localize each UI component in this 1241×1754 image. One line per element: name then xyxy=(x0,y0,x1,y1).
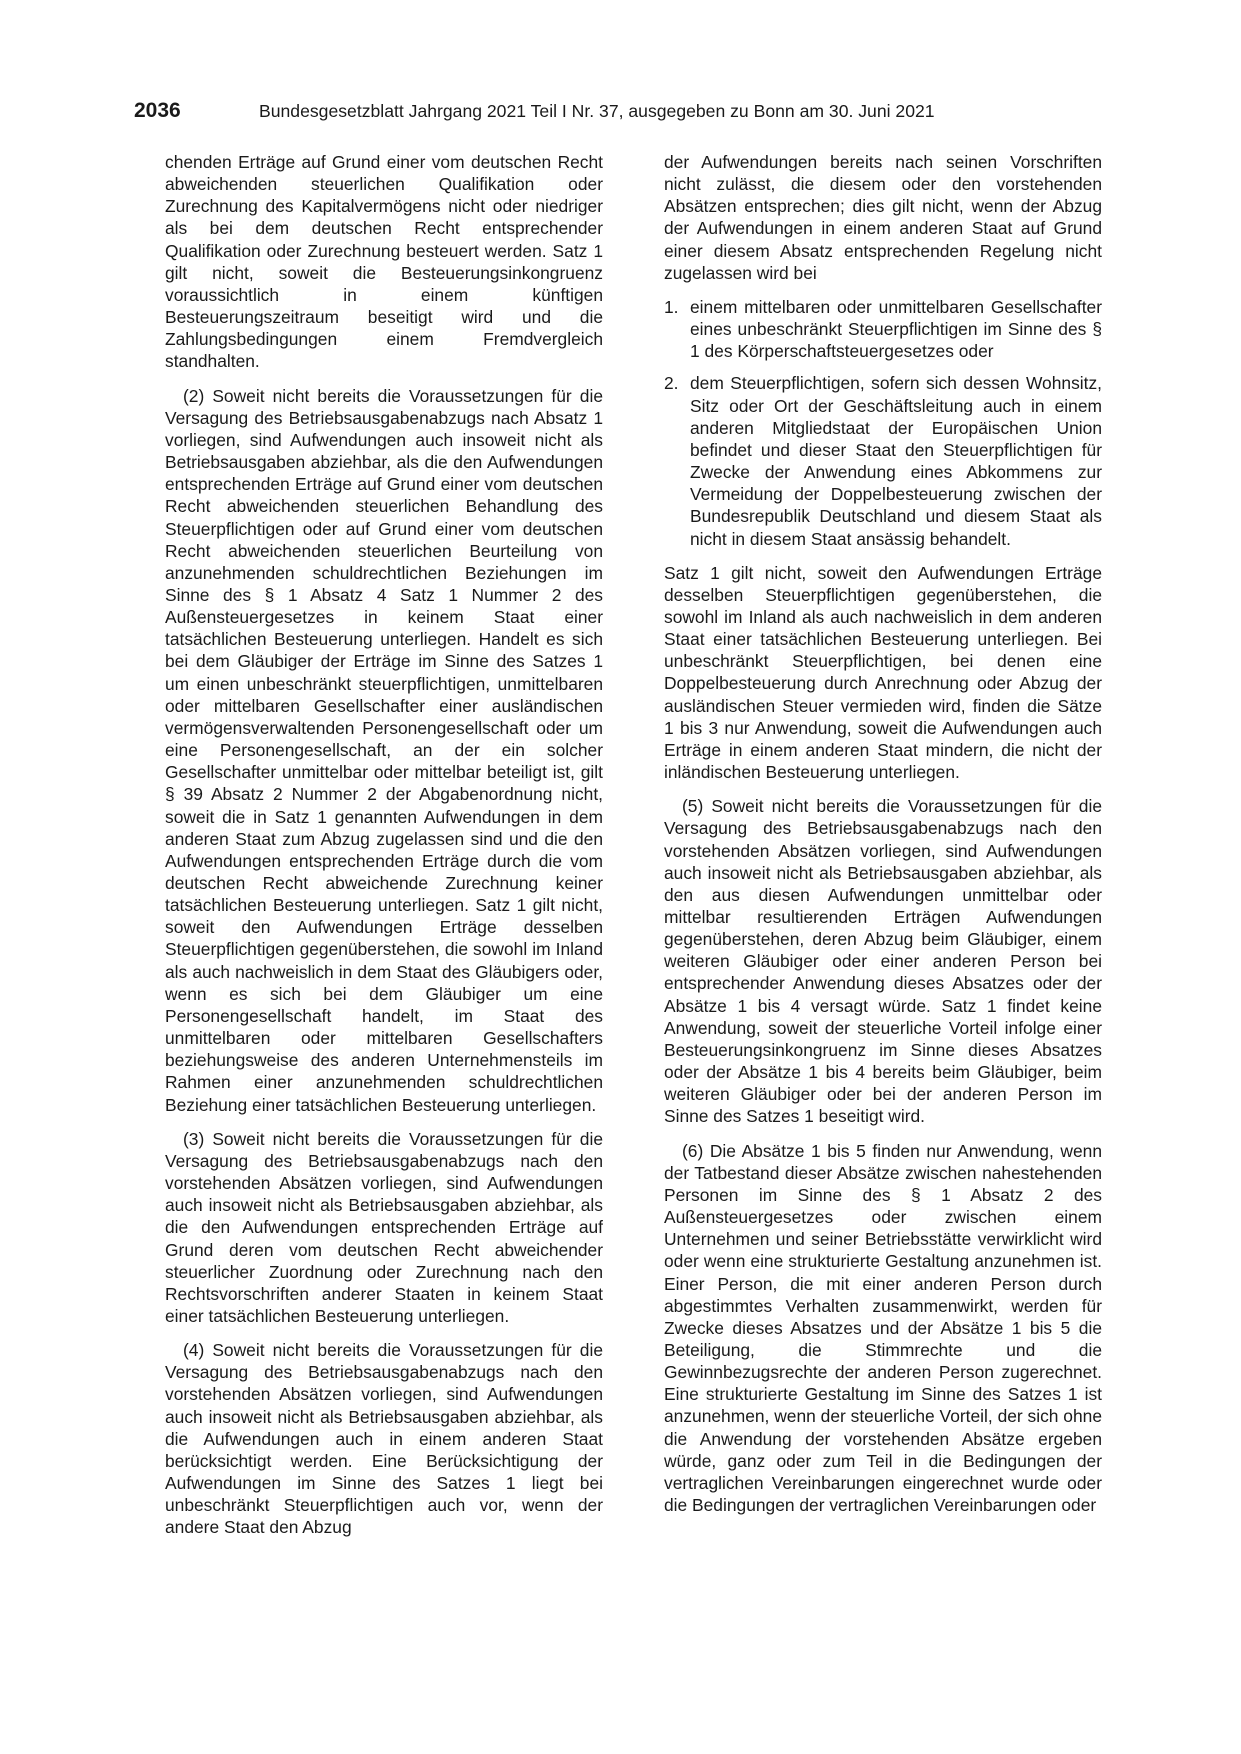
list-item-number: 2. xyxy=(664,373,679,394)
left-column xyxy=(165,151,603,1551)
paragraph-absatz-4-tail: Satz 1 gilt nicht, soweit den Aufwendungen Erträge desselben Steuerpflichtigen gegenüberstehen, die sowohl im Inland als auch nachweislich in dem anderen Staat einer tatsächlichen Besteuerung unterliegen. Bei unbeschränkt Steuerpflichtigen, bei denen eine Doppelbesteuerung durch Anrechnung oder Abzug der ausländischen Steuer vermieden wird, finden die Sätze 1 bis 3 nur Anwendung, soweit die Aufwendungen auch Erträge in einem anderen Staat mindern, die nicht der inländischen Besteuerung unterliegen. xyxy=(664,562,1102,783)
paragraph-continuation: chenden Erträge auf Grund einer vom deutschen Recht abweichenden steuerlichen Qualifikation oder Zurechnung des Kapitalvermögens nicht oder niedriger als bei dem deutschen Recht entsprechender Qualifikation oder Zurechnung besteuert werden. Satz 1 gilt nicht, soweit die Besteuerungsinkongruenz voraussichtlich in einem künftigen Besteuerungszeitraum beseitigt wird und die Zahlungsbedingungen einem Fremdvergleich standhalten. xyxy=(165,152,603,372)
paragraph-absatz-4-continued: der Aufwendungen bereits nach seinen Vorschriften nicht zulässt, die diesem oder den vorstehenden Absätzen entsprechen; dies gilt nicht, wenn der Abzug der Aufwendungen in einem anderen Staat auf Grund einer diesem Absatz entsprechenden Regelung nicht zugelassen wird bei xyxy=(664,152,1102,283)
list-item xyxy=(664,296,1102,362)
paragraph-absatz-6: (6) Die Absätze 1 bis 5 finden nur Anwendung, wenn der Tatbestand dieser Absätze zwischen nahestehenden Personen im Sinne des § 1 Absatz 2 des Außensteuergesetzes oder zwischen einem Unternehmen und seiner Betriebsstätte verwirklicht wird oder wenn eine strukturierte Gestaltung anzunehmen ist. Einer Person, die mit einer anderen Person durch abgestimmtes Verhalten zusammenwirkt, werden für Zwecke dieses Absatzes und der Absätze 1 bis 5 die Beteiligung, die Stimmrechte und die Gewinnbezugsrechte der anderen Person zugerechnet. Eine strukturierte Gestaltung im Sinne des Satzes 1 ist anzunehmen, wenn der steuerliche Vorteil, der sich ohne die Anwendung der vorstehenden Absätze ergeben würde, ganz oder zum Teil in die Bedingungen der vertraglichen Vereinbarungen eingerechnet wurde oder die Bedingungen der vertraglichen Vereinbarungen oder xyxy=(664,1140,1102,1516)
page-header xyxy=(134,99,1106,127)
paragraph-absatz-4: (4) Soweit nicht bereits die Voraussetzungen für die Versagung des Betriebsausgabenabzugs nach den vorstehenden Absätzen vorliegen, sind Aufwendungen auch insoweit nicht als Betriebsausgaben abziehbar, als die Aufwendungen auch in einem anderen Staat berücksichtigt werden. Eine Berücksichtigung der Aufwendungen im Sinne des Satzes 1 liegt bei unbeschränkt Steuerpflichtigen auch vor, wenn der andere Staat den Abzug xyxy=(165,1340,603,1538)
list-item-text: dem Steuerpflichtigen, sofern sich dessen Wohnsitz, Sitz oder Ort der Geschäftsleitung auch in einem anderen Mitgliedstaat der Europäischen Union befindet und dieser Staat den Steuerpflichtigen für Zwecke der Anwendung eines Abkommens zur Vermeidung der Doppelbesteuerung zwischen der Bundesrepublik Deutschland und diesem Staat als nicht in diesem Staat ansässig behandelt. xyxy=(690,373,1102,549)
page-number: 2036 xyxy=(134,99,181,122)
running-title: Bundesgesetzblatt Jahrgang 2021 Teil I Nr. 37, ausgegeben zu Bonn am 30. Juni 2021 xyxy=(259,101,935,121)
list-item-text: einem mittelbaren oder unmittelbaren Gesellschafter eines unbeschränkt Steuerpflichtigen im Sinne des § 1 des Körperschaftsteuergesetzes oder xyxy=(690,296,1102,362)
paragraph-absatz-2: (2) Soweit nicht bereits die Voraussetzungen für die Versagung des Betriebsausgabenabzugs nach Absatz 1 vorliegen, sind Aufwendungen auch insoweit nicht als Betriebsausgaben abziehbar, als die den Aufwendungen entsprechenden Erträge auf Grund einer vom deutschen Recht abweichenden steuerlichen Behandlung des Steuerpflichtigen oder auf Grund einer vom deutschen Recht abweichenden steuerlichen Beurteilung von anzunehmenden schuldrechtlichen Beziehungen im Sinne des § 1 Absatz 4 Satz 1 Nummer 2 des Außensteuergesetzes in keinem Staat einer tatsächlichen Besteuerung unterliegen. Handelt es sich bei dem Gläubiger der Erträge im Sinne des Satzes 1 um einen unbeschränkt steuerpflichtigen, unmittelbaren oder mittelbaren Gesellschafter einer ausländischen vermögensverwaltenden Personengesellschaft oder um eine Personengesellschaft, an der ein solcher Gesellschafter unmittelbar oder mittelbar beteiligt ist, gilt § 39 Absatz 2 Nummer 2 der Abgabenordnung nicht, soweit die in Satz 1 genannten Aufwendungen in dem anderen Staat zum Abzug zugelassen sind und die den Aufwendungen entsprechenden Erträge durch die vom deutschen Recht abweichende Zurechnung keiner tatsächlichen Besteuerung unterliegen. Satz 1 gilt nicht, soweit den Aufwendungen Erträge desselben Steuerpflichtigen gegenüberstehen, die sowohl im Inland als auch nachweislich in dem Staat des Gläubigers oder, wenn es sich bei dem Gläubiger um eine Personengesellschaft handelt, im Staat des unmittelbaren oder mittelbaren Gesellschafters beziehungsweise des anderen Unternehmensteils im Rahmen einer anzunehmenden schuldrechtlichen Beziehung einer tatsächlichen Besteuerung unterliegen. xyxy=(165,385,603,1115)
paragraph-absatz-3: (3) Soweit nicht bereits die Voraussetzungen für die Versagung des Betriebsausgabenabzugs nach den vorstehenden Absätzen vorliegen, sind Aufwendungen auch insoweit nicht als Betriebsausgaben abziehbar, als die den Aufwendungen entsprechenden Erträge auf Grund deren vom deutschen Recht abweichender steuerlicher Zuordnung oder Zurechnung nach den Rechtsvorschriften anderer Staaten in keinem Staat einer tatsächlichen Besteuerung unterliegen. xyxy=(165,1128,603,1326)
list-item xyxy=(664,372,1102,549)
numbered-list xyxy=(664,296,1102,550)
paragraph-absatz-5: (5) Soweit nicht bereits die Voraussetzungen für die Versagung des Betriebsausgabenabzugs nach den vorstehenden Absätzen vorliegen, sind Aufwendungen auch insoweit nicht als Betriebsausgaben abziehbar, als den aus diesen Aufwendungen unmittelbar oder mittelbar resultierenden Erträgen Aufwendungen gegenüberstehen, deren Abzug beim Gläubiger, einem weiteren Gläubiger oder einer anderen Person bei entsprechender Anwendung dieses Absatzes oder der Absätze 1 bis 4 versagt würde. Satz 1 findet keine Anwendung, soweit der steuerliche Vorteil infolge einer Besteuerungsinkongruenz im Sinne dieses Absatzes oder der Absätze 1 bis 4 bereits beim Gläubiger, beim weiteren Gläubiger oder bei der anderen Person im Sinne des Satzes 1 beseitigt wird. xyxy=(664,796,1102,1127)
list-item-number: 1. xyxy=(664,296,679,317)
right-column xyxy=(664,151,1102,1528)
